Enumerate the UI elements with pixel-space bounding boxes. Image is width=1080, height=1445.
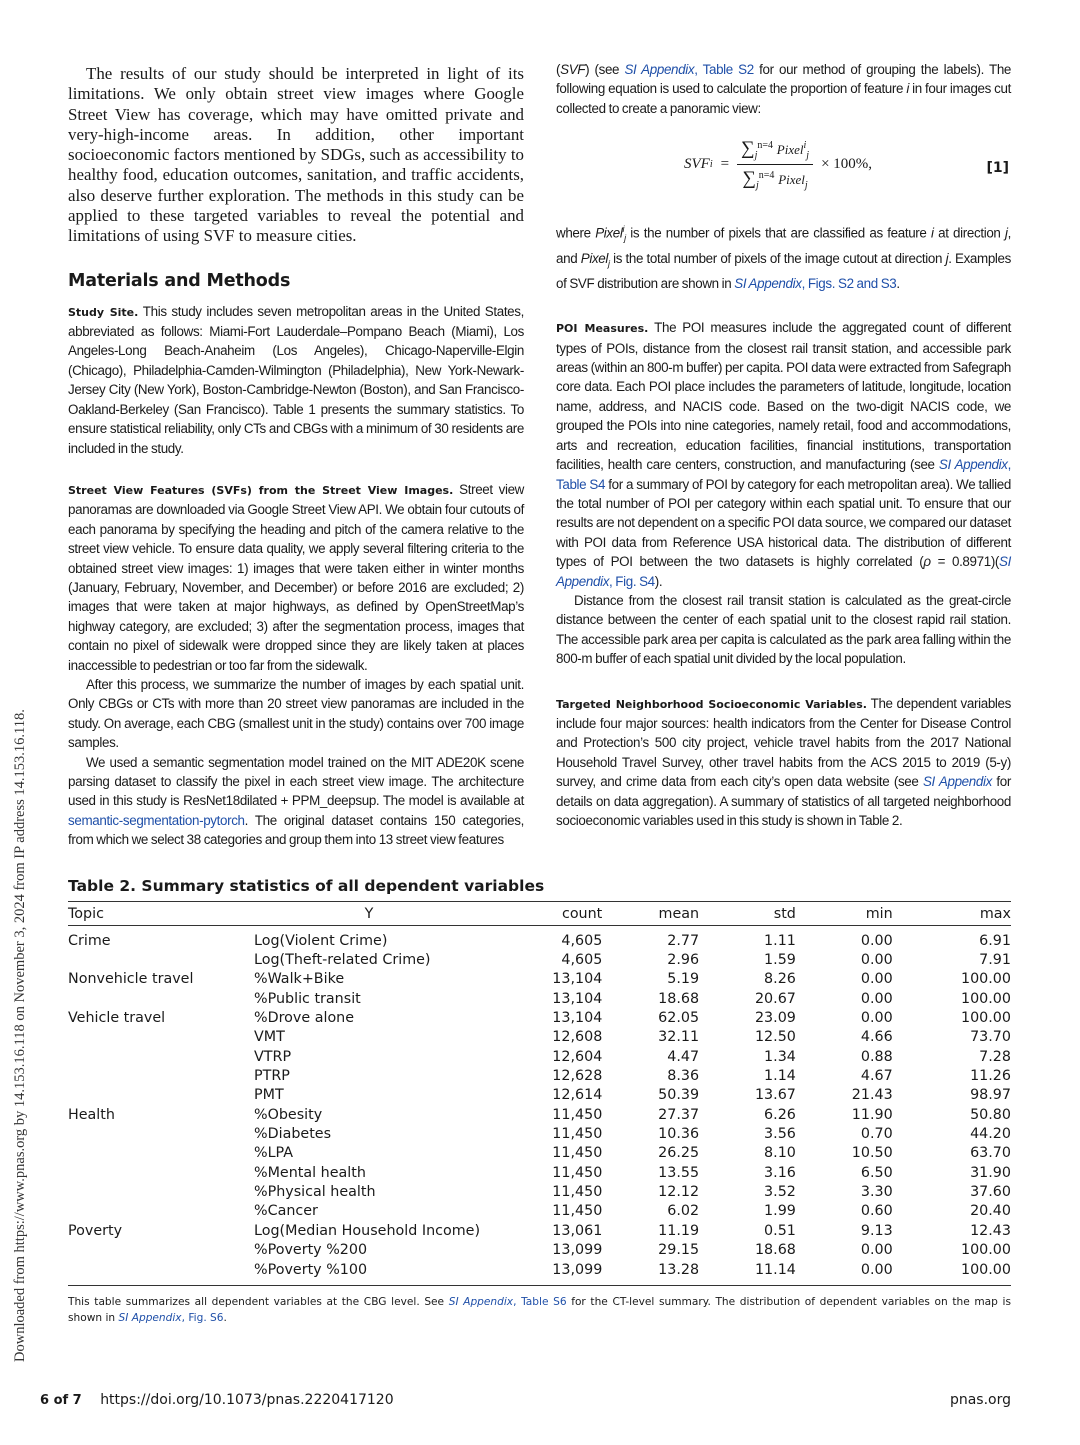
si-appendix-link-1[interactable]: SI Appendix: [624, 62, 695, 77]
cell-mean: 2.96: [667, 952, 700, 969]
page-number: 6 of 7: [40, 1393, 82, 1408]
cell-std: 12.50: [754, 1029, 796, 1046]
cont-text-b: ) (see: [585, 62, 625, 77]
cell-std: 20.67: [754, 990, 796, 1007]
cell-topic: [68, 1086, 254, 1105]
cell-max: 6.91: [979, 932, 1011, 949]
header-count: count: [484, 902, 602, 926]
cell-min: 0.70: [860, 1126, 893, 1143]
equation-body: [684, 138, 872, 191]
where-a: where: [556, 225, 596, 241]
download-stamp: Downloaded from https://www.pnas.org by 14.153.16.118 on November 3, 2024 from IP address 14.153.16.118.: [12, 709, 28, 1362]
cell-mean: 10.36: [658, 1126, 700, 1143]
cell-max: 12.43: [970, 1222, 1011, 1239]
cell-count: 11,450: [552, 1145, 603, 1162]
table-row: [68, 1124, 1011, 1143]
cell-topic: Crime: [68, 932, 111, 949]
cell-count: 12,608: [552, 1029, 603, 1046]
equation-1: [556, 122, 1011, 220]
cell-max: 100.00: [960, 971, 1011, 988]
cont-text-d: for our method of grouping the labels). The following equation is used to calculate the proportion of feature: [556, 62, 1012, 97]
cell-mean: 8.36: [667, 1068, 700, 1085]
eq-sum-num: ∑: [741, 138, 755, 160]
cell-topic: Poverty: [68, 1222, 123, 1239]
cont-i: i: [906, 81, 909, 97]
note-b: for the CT-level summary. The distribution of dependent variables on the map is shown in: [68, 1296, 1011, 1324]
table-row: [68, 1202, 1011, 1221]
cell-y: %Walk+Bike: [254, 971, 345, 988]
where-e: is the total number of pixels of the image cutout at direction: [609, 250, 946, 266]
eq-lhs-sub: i: [709, 159, 713, 171]
cell-max: 73.70: [970, 1029, 1011, 1046]
cell-max: 7.28: [979, 1048, 1011, 1065]
right-column: [556, 60, 1011, 830]
fig-s6-link[interactable]: , Fig. S6: [181, 1311, 224, 1324]
cell-topic: [68, 1066, 254, 1085]
where-pixel2-sub: j: [608, 258, 610, 269]
eq-sum-sup-den: n=4: [758, 170, 775, 182]
cell-y: %Mental health: [254, 1164, 366, 1181]
eq-num-sup: i: [803, 140, 807, 152]
cell-topic: Nonvehicle travel: [68, 971, 194, 988]
cell-topic: [68, 989, 254, 1008]
cell-max: 100.00: [893, 1260, 1011, 1286]
cell-y: %Physical health: [254, 1184, 376, 1201]
cell-y: %Poverty %200: [254, 1242, 368, 1259]
cell-mean: 13.28: [602, 1260, 699, 1286]
cell-std: 1.99: [764, 1203, 796, 1220]
cell-max: 11.26: [970, 1068, 1011, 1085]
cell-y: VMT: [254, 1029, 285, 1046]
where-d: , and: [556, 225, 1011, 266]
cell-min: 0.00: [796, 1260, 893, 1286]
cell-y: %Drove alone: [254, 1010, 355, 1027]
fig-s4-link[interactable]: , Fig. S4: [609, 573, 655, 589]
cell-topic: [68, 1124, 254, 1143]
cell-std: 3.52: [764, 1184, 796, 1201]
cell-topic: [68, 1163, 254, 1182]
cell-count: 13,099: [552, 1242, 603, 1259]
table-row: [68, 950, 1011, 969]
eq-sum-sub-num: j: [754, 150, 758, 162]
cell-mean: 18.68: [658, 990, 700, 1007]
cell-max: 100.00: [960, 1010, 1011, 1027]
cell-count: 12,604: [552, 1048, 603, 1065]
header-y: Y: [254, 902, 484, 926]
cell-mean: 62.05: [658, 1010, 700, 1027]
cell-std: 8.10: [764, 1145, 796, 1162]
cell-mean: 12.12: [658, 1184, 700, 1201]
cell-topic: [68, 1241, 254, 1260]
cell-y: PMT: [254, 1087, 284, 1104]
header-mean: mean: [602, 902, 699, 926]
svf-continued-paragraph: [556, 60, 1011, 118]
table-row: [68, 1086, 1011, 1105]
cell-min: 6.50: [860, 1164, 893, 1181]
cell-std: 1.59: [764, 952, 796, 969]
cell-mean: 5.19: [667, 971, 700, 988]
cell-std: 11.14: [699, 1260, 796, 1286]
where-pixel2: Pixel: [580, 250, 609, 266]
cell-min: 21.43: [851, 1087, 893, 1104]
cell-max: 7.91: [979, 952, 1011, 969]
table-s4-link[interactable]: , Table S4: [556, 457, 1011, 492]
cell-y: %Public transit: [254, 990, 361, 1007]
table-row: [68, 1047, 1011, 1066]
targeted-paragraph: [556, 694, 1011, 831]
table-row: [68, 926, 1011, 951]
cell-topic: [68, 1047, 254, 1066]
cell-count: 13,104: [552, 971, 603, 988]
poi-rho-value: = 0.8971)(: [930, 554, 1000, 570]
cell-count: 11,450: [552, 1106, 603, 1123]
cell-count: 13,061: [552, 1222, 603, 1239]
eq-num-var: Pixel: [776, 142, 804, 158]
table-row: [68, 989, 1011, 1008]
footer-left: [40, 1392, 394, 1408]
header-topic: Topic: [68, 902, 254, 926]
cell-mean: 11.19: [658, 1222, 700, 1239]
cell-count: 11,450: [552, 1203, 603, 1220]
cell-max: 50.80: [970, 1106, 1011, 1123]
cell-min: 4.66: [860, 1029, 893, 1046]
cell-min: 4.67: [860, 1068, 893, 1085]
cell-max: 63.70: [970, 1145, 1011, 1162]
table-row: [68, 1241, 1011, 1260]
cell-mean: 27.37: [658, 1106, 700, 1123]
where-b: is the number of pixels that are classified as feature: [625, 225, 931, 241]
cell-max: 98.97: [970, 1087, 1011, 1104]
cell-y: VTRP: [254, 1048, 292, 1065]
note-a: This table summarizes all dependent variables at the CBG level. See: [68, 1296, 449, 1309]
eq-numerator: [737, 138, 813, 165]
where-pixel1-sub: j: [624, 233, 626, 244]
cell-count: 11,450: [552, 1126, 603, 1143]
where-pixel1-sup: i: [622, 224, 625, 235]
cell-min: 10.50: [851, 1145, 893, 1162]
table-title: Table 2. Summary statistics of all dependent variables: [68, 877, 545, 895]
cell-min: 0.00: [860, 1010, 893, 1027]
cell-min: 9.13: [860, 1222, 893, 1239]
cell-y: PTRP: [254, 1068, 290, 1085]
where-pixel1: Pixel: [595, 225, 623, 241]
eq-sum-den: ∑: [742, 168, 757, 190]
semantic-model-paragraph: [68, 753, 524, 850]
eq-den-var: Pixel: [778, 172, 805, 188]
study-site-heading: Study Site.: [68, 305, 139, 319]
table-row: [68, 1144, 1011, 1163]
cell-std: 8.26: [764, 971, 796, 988]
cell-topic: [68, 1028, 254, 1047]
si-appendix-link-2[interactable]: SI Appendix: [734, 275, 802, 291]
study-site-paragraph: [68, 302, 524, 458]
cell-std: 0.51: [764, 1222, 796, 1239]
where-j2: j: [945, 250, 949, 266]
cont-text-a: (: [556, 62, 561, 77]
cell-min: 0.00: [860, 1242, 893, 1259]
cell-std: 3.16: [764, 1164, 796, 1181]
cell-std: 18.68: [754, 1242, 796, 1259]
cell-count: 13,099: [484, 1260, 602, 1286]
cell-max: 31.90: [970, 1164, 1011, 1181]
summary-table: [68, 901, 1011, 1286]
eq-equals: =: [720, 156, 730, 173]
left-column: [68, 60, 524, 850]
cell-min: 0.00: [860, 990, 893, 1007]
cell-mean: 50.39: [658, 1087, 700, 1104]
si-appendix-link-3[interactable]: SI Appendix: [938, 457, 1008, 473]
cell-y: %Diabetes: [254, 1126, 332, 1143]
cell-min: 3.30: [860, 1184, 893, 1201]
equation-number: [1]: [986, 160, 1009, 177]
cell-y: %Cancer: [254, 1203, 318, 1220]
cell-mean: 6.02: [667, 1203, 700, 1220]
cell-count: 11,450: [552, 1164, 603, 1181]
cell-y: Log(Median Household Income): [254, 1222, 481, 1239]
cell-std: 1.11: [764, 932, 796, 949]
si-appendix-link-4[interactable]: SI Appendix: [556, 554, 1011, 589]
table-row: [68, 1221, 1011, 1240]
semantic-segmentation-link[interactable]: semantic-segmentation-pytorch: [68, 812, 245, 828]
targeted-text-a: The dependent variables include four major sources: health indicators from the Center for Disease Control and Protection’s 500 city project, vehicle travel habits from the 2017 National Household Travel Survey, other travel habits from the ACS 2015 to 2019 (5-y) survey, and crime data from each city’s open data website (see: [556, 695, 1011, 790]
cell-count: 13,104: [552, 1010, 603, 1027]
eq-num-sub: j: [806, 150, 810, 162]
eq-lhs: SVF: [684, 156, 710, 173]
cell-y: Log(Theft-related Crime): [254, 952, 431, 969]
cell-y: %Poverty %100: [254, 1260, 484, 1286]
cont-svf: SVF: [560, 62, 586, 77]
table-row: [68, 1066, 1011, 1085]
eq-sum-sup-num: n=4: [757, 140, 774, 152]
table-row: [68, 1182, 1011, 1201]
cell-mean: 4.47: [667, 1048, 700, 1065]
where-paragraph: [556, 220, 1011, 293]
cell-std: 1.14: [764, 1068, 796, 1085]
cell-topic: Vehicle travel: [68, 1010, 166, 1027]
header-std: std: [699, 902, 796, 926]
table-row: [68, 1163, 1011, 1182]
cell-min: 0.00: [860, 932, 893, 949]
cell-topic: [68, 1182, 254, 1201]
header-min: min: [796, 902, 893, 926]
cell-min: 11.90: [851, 1106, 893, 1123]
cell-y: %LPA: [254, 1145, 294, 1162]
table-row: [68, 1028, 1011, 1047]
cell-max: 37.60: [970, 1184, 1011, 1201]
table-s6-link[interactable]: , Table S6: [513, 1296, 567, 1309]
si-appendix-link-7[interactable]: SI Appendix: [118, 1311, 182, 1324]
table-footnote: [68, 1295, 1011, 1326]
cell-count: 4,605: [561, 952, 603, 969]
cell-std: 6.26: [764, 1106, 796, 1123]
cell-std: 1.34: [764, 1048, 796, 1065]
table-row: [68, 970, 1011, 989]
svf-text: Street view panoramas are downloaded via Google Street View API. We obtain four cutouts of each panorama by specifying the heading and pitch of the camera relative to the street view vehicle. To ensure data quality, we apply several filtering criteria to the obtained street view images: 1) images that were taken either in winter months (January, February, November, and December) or before 2016 are excluded; 2) images that were taken at major highways, as defined by OpenStreetMap’s highway category, are excluded; 3) after the segmentation process, images that contain no pixel of sidewalk were dropped since they are likely taken at places inaccessible to pedestrian or too far from the sidewalk.: [68, 481, 524, 673]
cell-mean: 32.11: [658, 1029, 700, 1046]
cell-max: 20.40: [970, 1203, 1011, 1220]
cell-min: 0.00: [860, 952, 893, 969]
cell-topic: Health: [68, 1106, 115, 1123]
limitations-paragraph: The results of our study should be interpreted in light of its limitations. We only obtain street view images where Google Street View has coverage, which may have omitted private and very-high-income areas. In addition, other important socioeconomic factors mentioned by SDGs, such as accessibility to healthy food, education outcomes, sanitation, and traffic accidents, also deserve further exploration. The methods in this study can be applied to these targeted variables to reveal the potential and limitations of using SVF to measure cities.: [68, 64, 524, 246]
cell-topic: [68, 1144, 254, 1163]
study-site-text: This study includes seven metropolitan areas in the United States, abbreviated as follows: Miami-Fort Lauderdale–Pompano Beach (Miami), Los Angeles-Long Beach-Anaheim (Los Angeles), Chicago-Naperville-Elgin (Chicago), Philadelphia-Camden-Wilmington (Philadelphia), New York-Newark-Jersey City (New York), Boston-Cambridge-Newton (Boston), and San Francisco-Oakland-Berkeley (San Francisco). Table 1 presents the summary statistics. To ensure statistical reliability, only CTs and CBGs with a minimum of 30 residents are included in the study.: [68, 303, 524, 456]
table-header-row: [68, 902, 1011, 926]
poi-paragraph: [556, 318, 1011, 591]
poi-rho: ρ: [923, 554, 931, 570]
cell-topic: [68, 950, 254, 969]
where-f: . Examples of SVF distribution are shown in: [556, 250, 1011, 291]
cell-max: 100.00: [960, 1242, 1011, 1259]
table-s2-link[interactable]: , Table S2: [694, 62, 754, 77]
targeted-heading: Targeted Neighborhood Socioeconomic Variables.: [556, 697, 867, 711]
poi-heading: POI Measures.: [556, 322, 649, 336]
distance-paragraph: Distance from the closest rail transit station is calculated as the great-circle distance between the center of each spatial unit to the closest rapid rail station. The accessible park area per capita is calculated as the park area falling within the 800-m buffer of each spatial unit divided by the local population.: [556, 592, 1011, 667]
table-row: [68, 1105, 1011, 1124]
cell-count: 12,628: [552, 1068, 603, 1085]
cell-std: 3.56: [764, 1126, 796, 1143]
where-c: at direction: [933, 225, 1005, 241]
si-appendix-link-6[interactable]: SI Appendix: [448, 1296, 514, 1309]
cont-text-e: in four images cut collected to create a panoramic view:: [556, 81, 1011, 116]
eq-sum-sub-den: j: [756, 180, 759, 192]
journal-site[interactable]: pnas.org: [949, 1392, 1011, 1408]
cell-min: 0.88: [860, 1048, 893, 1065]
cell-mean: 2.77: [667, 932, 700, 949]
svf-heading: Street View Features (SVFs) from the Street View Images.: [68, 483, 454, 497]
svf-paragraph: [68, 480, 524, 675]
semantic-text-b: . The original dataset contains 150 categories, from which we select 38 categories and group them into 13 street view features: [68, 812, 524, 848]
eq-den-sub: j: [804, 180, 808, 192]
cell-mean: 26.25: [658, 1145, 700, 1162]
cell-topic: [68, 1202, 254, 1221]
eq-times: × 100%,: [821, 156, 873, 173]
poi-text-c: ).: [654, 573, 663, 589]
cell-topic: [68, 1260, 254, 1286]
cell-count: 11,450: [552, 1184, 603, 1201]
cell-count: 12,614: [552, 1087, 603, 1104]
note-c: .: [223, 1311, 227, 1324]
where-g: .: [896, 275, 900, 291]
cell-count: 13,104: [552, 990, 603, 1007]
cell-y: %Obesity: [254, 1106, 323, 1123]
cell-mean: 29.15: [658, 1242, 700, 1259]
cell-std: 23.09: [754, 1010, 796, 1027]
cell-count: 4,605: [561, 932, 603, 949]
semantic-text-a: We used a semantic segmentation model trained on the MIT ADE20K scene parsing dataset to classify the pixel in each street view image. The architecture used in this study is ResNet18dilated + PPM_deepsup. The model is available at: [68, 754, 524, 809]
where-j: j: [1005, 225, 1008, 241]
table-2: [68, 877, 1011, 1326]
cell-max: 44.20: [970, 1126, 1011, 1143]
cell-max: 100.00: [960, 990, 1011, 1007]
targeted-text-b: for details on data aggregation). A summary of statistics of all targeted neighborhood socioeconomic variables used in this study is shown in Table 2.: [556, 774, 1011, 828]
cell-std: 13.67: [754, 1087, 796, 1104]
eq-fraction: [737, 138, 813, 191]
table-row: [68, 1260, 1011, 1286]
si-appendix-link-5[interactable]: SI Appendix: [922, 774, 992, 790]
doi-link[interactable]: https://doi.org/10.1073/pnas.2220417120: [100, 1392, 394, 1408]
section-title-materials-methods: Materials and Methods: [68, 270, 291, 291]
poi-text-a: The POI measures include the aggregated count of different types of POIs, distance from the closest rail transit station, and accessible park areas (within an 800-m buffer) per capita. POI data were extracted from Safegraph core data. Each POI place includes the parameters of latitude, longitude, location name, address, and NACIS code. Based on the two-digit NACIS code, we grouped the POIs into nine categories, namely retail, food and accommodations, arts and recreation, education facilities, financial institutions, transportation facilities, health care centers, construction, and manufacturing (see: [556, 320, 1012, 473]
after-process-paragraph: After this process, we summarize the number of images by each spatial unit. Only CBGs or CTs with more than 20 street view panoramas are included in the study. On average, each CBG (smallest unit in the study) contains over 700 image samples.: [68, 676, 524, 751]
poi-text-b: for a summary of POI by category for each metropolitan area). We tallied the total number of POI per category within each spatial unit. To ensure that our results are not dependent on a specific POI data source, we compared our dataset with POI data from Reference USA historical data. The distribution of different types of POI between the two datasets is highly correlated (: [556, 476, 1012, 570]
cell-y: Log(Violent Crime): [254, 932, 388, 949]
table-row: [68, 1008, 1011, 1027]
cell-min: 0.60: [860, 1203, 893, 1220]
where-i: i: [931, 225, 934, 241]
eq-denominator: [738, 165, 811, 191]
figs-s2-s3-link[interactable]: , Figs. S2 and S3: [801, 275, 897, 291]
cell-mean: 13.55: [658, 1164, 700, 1181]
header-max: max: [893, 902, 1011, 926]
cell-min: 0.00: [860, 971, 893, 988]
